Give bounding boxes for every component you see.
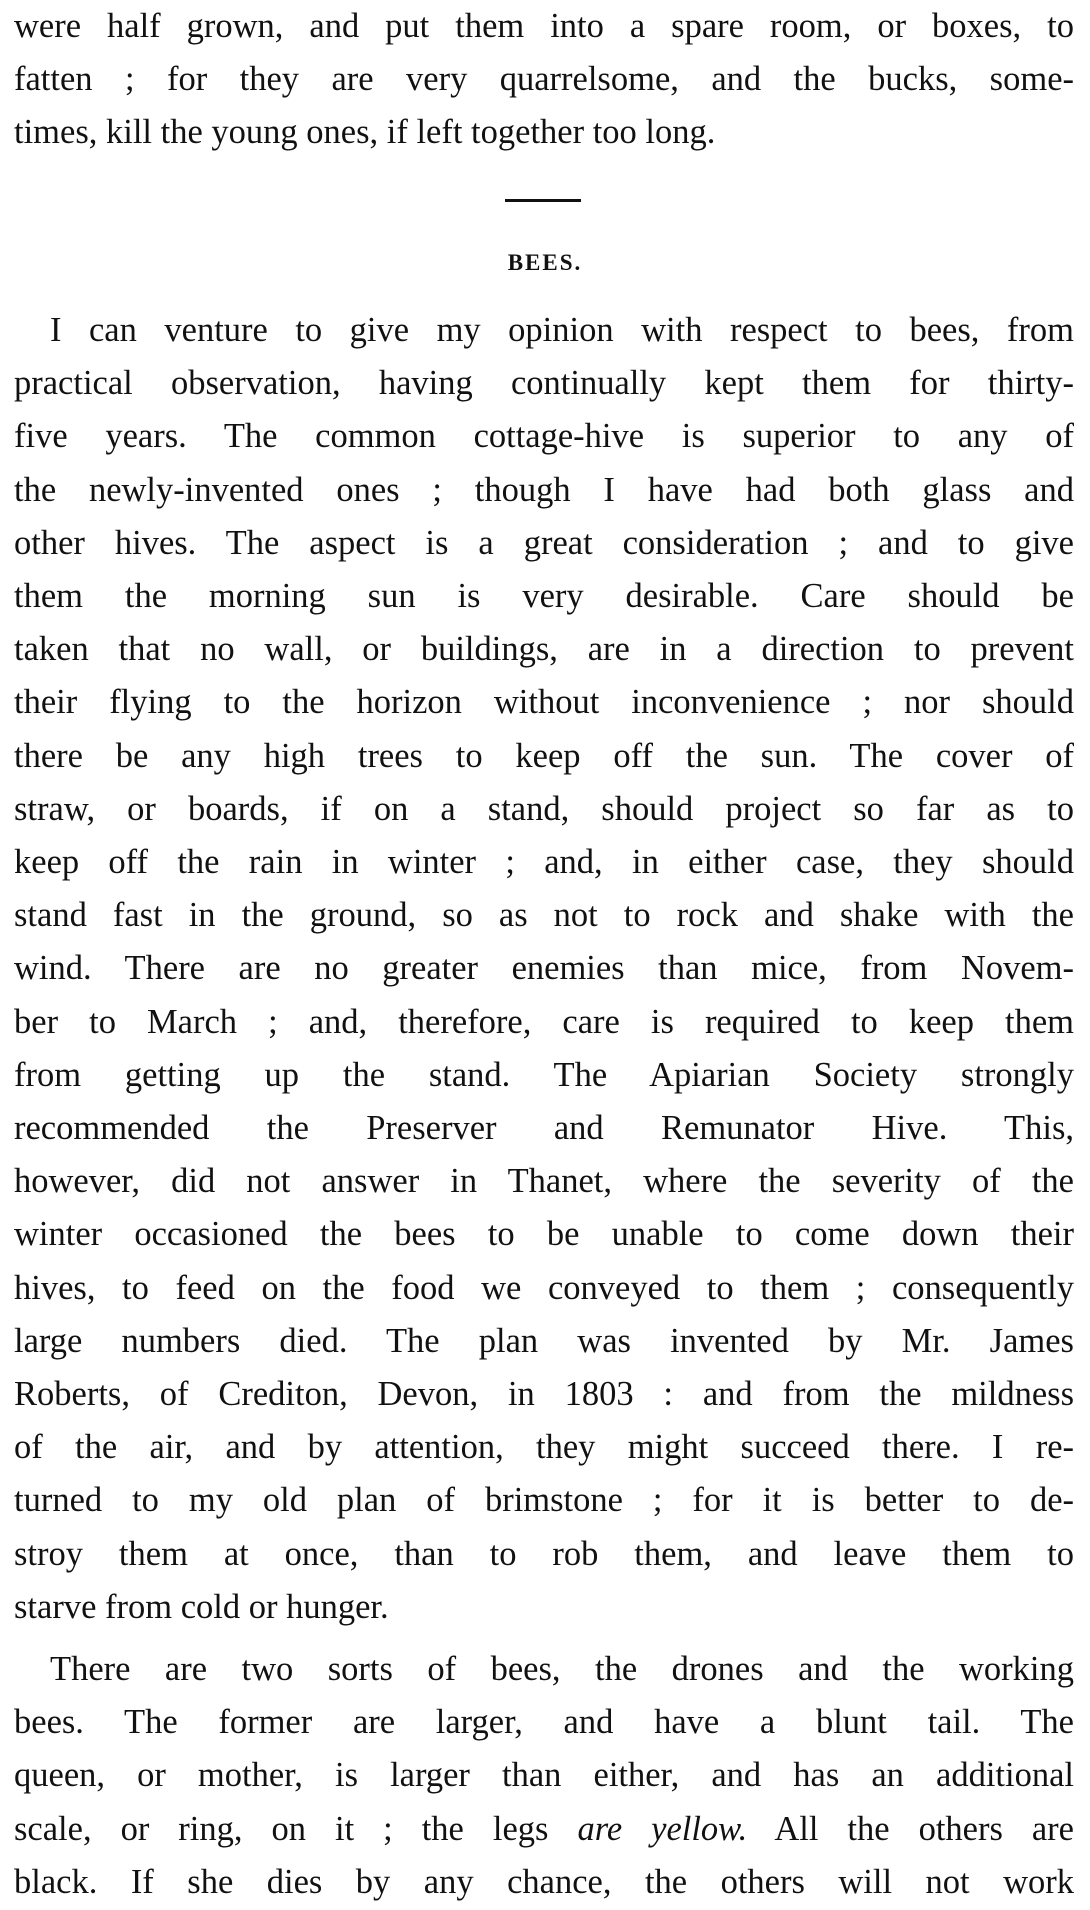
text-line: black. If she dies by any chance, the others will not work [14,1862,1074,1901]
text-line: stroy them at once, than to rob them, and leave them to [14,1534,1074,1573]
text-run: All the others are [747,1809,1074,1848]
text-line: however, did not answer in Thanet, where the severity of the [14,1162,1074,1201]
text-line [14,1803,1074,1856]
text-line: starve from cold or hunger. [14,1587,389,1626]
text-line: straw, or boards, if on a stand, should project so far as to [14,789,1074,828]
text-line: bees. The former are larger, and have a blunt tail. The [14,1703,1074,1742]
text-line: ber to March ; and, therefore, care is required to keep them [14,1002,1074,1041]
text-line: other hives. The aspect is a great consideration ; and to give [14,523,1074,562]
text-line: turned to my old plan of brimstone ; for it is better to de- [14,1481,1074,1520]
text-line: there be any high trees to keep off the sun. The cover of [14,736,1074,775]
section-divider [505,199,581,202]
bees-paragraph-1 [14,304,1074,1634]
text-line: Roberts, of Crediton, Devon, in 1803 : and from the mildness [14,1375,1074,1414]
text-run: scale, or ring, on it ; the legs [14,1809,578,1848]
italic-text: are yellow. [577,1809,748,1848]
text-line: them the morning sun is very desirable. Care should be [14,577,1074,616]
text-line: wind. There are no greater enemies than mice, from Novem- [14,949,1074,988]
bees-paragraph-2 [14,1643,1074,1909]
section-heading: BEES. [507,250,583,275]
text-line: large numbers died. The plan was invented by Mr. James [14,1321,1074,1360]
text-line: were half grown, and put them into a spare room, or boxes, to [14,7,1074,45]
text-line: queen, or mother, is larger than either, and has an additional [14,1756,1074,1795]
text-line: recommended the Preserver and Remunator Hive. This, [14,1109,1074,1148]
text-line: times, kill the young ones, if left together too long. [14,113,716,152]
text-line: keep off the rain in winter ; and, in either case, they should [14,843,1074,882]
text-line: taken that no wall, or buildings, are in a direction to prevent [14,630,1074,669]
continuation-paragraph [14,0,1074,160]
text-line: their flying to the horizon without inconvenience ; nor should [14,683,1074,722]
text-line: of the air, and by attention, they might succeed there. I re- [14,1428,1074,1467]
text-line: There are two sorts of bees, the drones and the working [50,1650,1074,1688]
text-line: I can venture to give my opinion with respect to bees, from [50,311,1074,349]
text-line: the newly-invented ones ; though I have had both glass and [14,470,1074,509]
text-line: hives, to feed on the food we conveyed to them ; consequently [14,1268,1074,1307]
text-line: winter occasioned the bees to be unable to come down their [14,1215,1074,1254]
text-line: practical observation, having continually kept them for thirty- [14,364,1074,403]
text-line: five years. The common cottage-hive is superior to any of [14,417,1074,456]
text-line: stand fast in the ground, so as not to rock and shake with the [14,896,1074,935]
text-line: from getting up the stand. The Apiarian Society strongly [14,1055,1074,1094]
text-line: fatten ; for they are very quarrelsome, and the bucks, some- [14,60,1074,99]
